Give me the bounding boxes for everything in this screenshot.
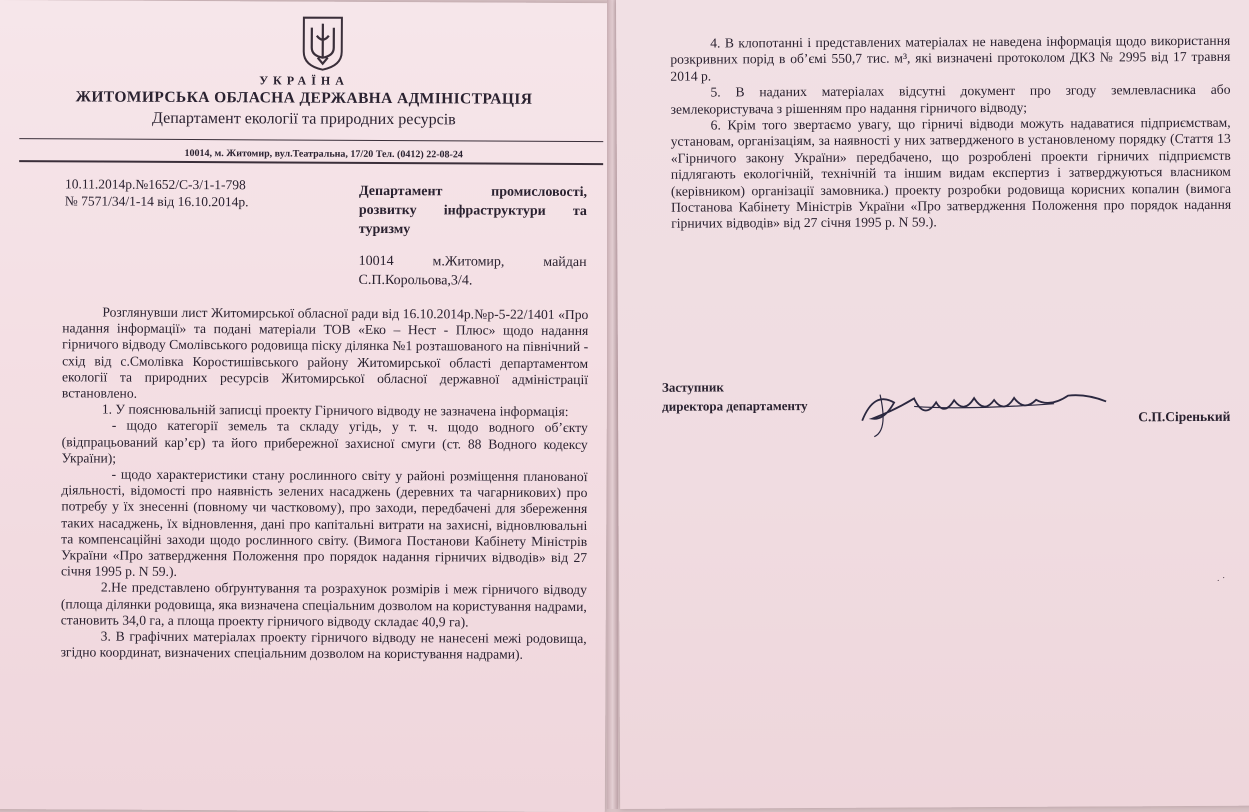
- body-paragraph: 2.Не представлено обґрунтування та розрахунок розмірів і меж гірничого відводу (площа ділянки родовища, яка визначена спеціальним дозволом на користування надрами, становить 34,0 га, а площа проекту гірничого відводу складає 40,9 га).: [60, 579, 587, 630]
- letterhead-address: 10014, м. Житомир, вул.Театральна, 17/20 Тел. (0412) 22-08-24: [184, 147, 463, 161]
- reference-numbers: [65, 175, 249, 210]
- letterhead-divider: [19, 138, 603, 142]
- signatory-name: С.П.Сіренький: [1138, 408, 1231, 425]
- letter-body-left: [61, 304, 589, 663]
- signatory-title-line: директора департаменту: [662, 398, 808, 414]
- signatory-title-line: Заступник: [661, 379, 724, 395]
- body-paragraph: Розглянувши лист Житомирської обласної ради від 16.10.2014р.№р-5-22/1401 «Про надання інформації» та подані матеріали ТОВ «Еко – Нест - Плюс» щодо надання гірничого відводу Смолівського родовища піску ділянка №1 розташованого на північний - схід від с.Смолівка Коростишівського району Житомирської області департаментом екології та природних ресурсів Житомирської обласної державної адміністрації встановлено.: [61, 304, 589, 401]
- letter-body-right: [670, 33, 1231, 233]
- letterhead-department: Департамент екології та природних ресурсів: [151, 109, 456, 129]
- coat-of-arms-trident-icon: [300, 14, 346, 72]
- body-paragraph: - щодо категорії земель та складу угідь, у т. ч. щодо водного об’єкту (відпрацьований кар’єр) та його прибережної захисної смуги (ст. 88 Водного кодексу України);: [61, 418, 588, 466]
- page-mark: . ·: [1217, 572, 1226, 584]
- body-paragraph: 5. В наданих матеріалах відсутні документ про згоду землевласника або землекористувача з рішенням про надання гірничого відводу;: [670, 82, 1231, 117]
- letterhead-administration: ЖИТОМИРСЬКА ОБЛАСНА ДЕРЖАВНА АДМІНІСТРАЦІЯ: [75, 88, 533, 108]
- body-paragraph: 6. Крім того звертаємо увагу, що гірничі відводи можуть надаватися підприємствам, установам, організаціям, за наявності у них затвердженого в установленому порядку (Стаття 13 «Гірничого закону України» передбачено, що розроблені проекти гірничих підприємств підлягають екологічній, технічній та іншим видам експертиз і затверджуються власником (керівником) організації замовника.) проекту розробки родовища корисних копалин (вимога Постанова Кабінету Міністрів України «Про затвердження Положення про порядок надання гірничих відводів» від 27 січня 1995 р. N 59.).: [670, 114, 1232, 232]
- reference-line: № 7571/34/1-14 від 16.10.2014р.: [64, 193, 249, 210]
- body-paragraph: 4. В клопотанні і представлених матеріалах не наведена інформація щодо використання розкривних порід в об’ємі 550,7 тис. м³, які визначені протоколом ДКЗ № 2995 від 17 травня 2014 р.: [670, 32, 1231, 84]
- letter-page-left: [0, 0, 609, 812]
- recipient-name: Департамент промисловості, розвитку інфраструктури та туризму: [358, 183, 588, 238]
- recipient-address: 10014 м.Житомир, майдан С.П.Корольова,3/4.: [358, 253, 587, 289]
- letterhead-divider-bold: [19, 160, 603, 165]
- letterhead-country: УКРАЇНА: [259, 73, 349, 88]
- body-paragraph: 3. В графічних матеріалах проекту гірничого відводу не нанесені межі родовища, згідно координат, визначених спеціальним дозволом на користування надрами).: [60, 628, 587, 663]
- body-paragraph: - щодо характеристики стану рослинного світу у районі розміщення планованої діяльності, відомості про наявність зелених насаджень (деревних та чагарникових) про потребу у їх знесенні (повному чи частковому), про заходи, передбачені для збереження таких насаджень, їх відновлення, дані про капітальні витрати на захисні, відновлювальні та компенсаційні заходи щодо рослинного світу. (Вимога Постанови Кабінету Міністрів України «Про затвердження Положення про порядок надання гірничих відводів» від 27 січня 1995 р. N 59.).: [60, 466, 588, 580]
- signatory-title: [662, 377, 808, 416]
- handwritten-signature-icon: [854, 379, 1114, 442]
- body-paragraph: 1. У пояснювальній записці проекту Гірничого відводу не зазначена інформація:: [101, 401, 569, 420]
- letter-page-right: [616, 0, 1249, 809]
- reference-line: 10.11.2014р.№1652/С-3/1-1-798: [64, 176, 246, 193]
